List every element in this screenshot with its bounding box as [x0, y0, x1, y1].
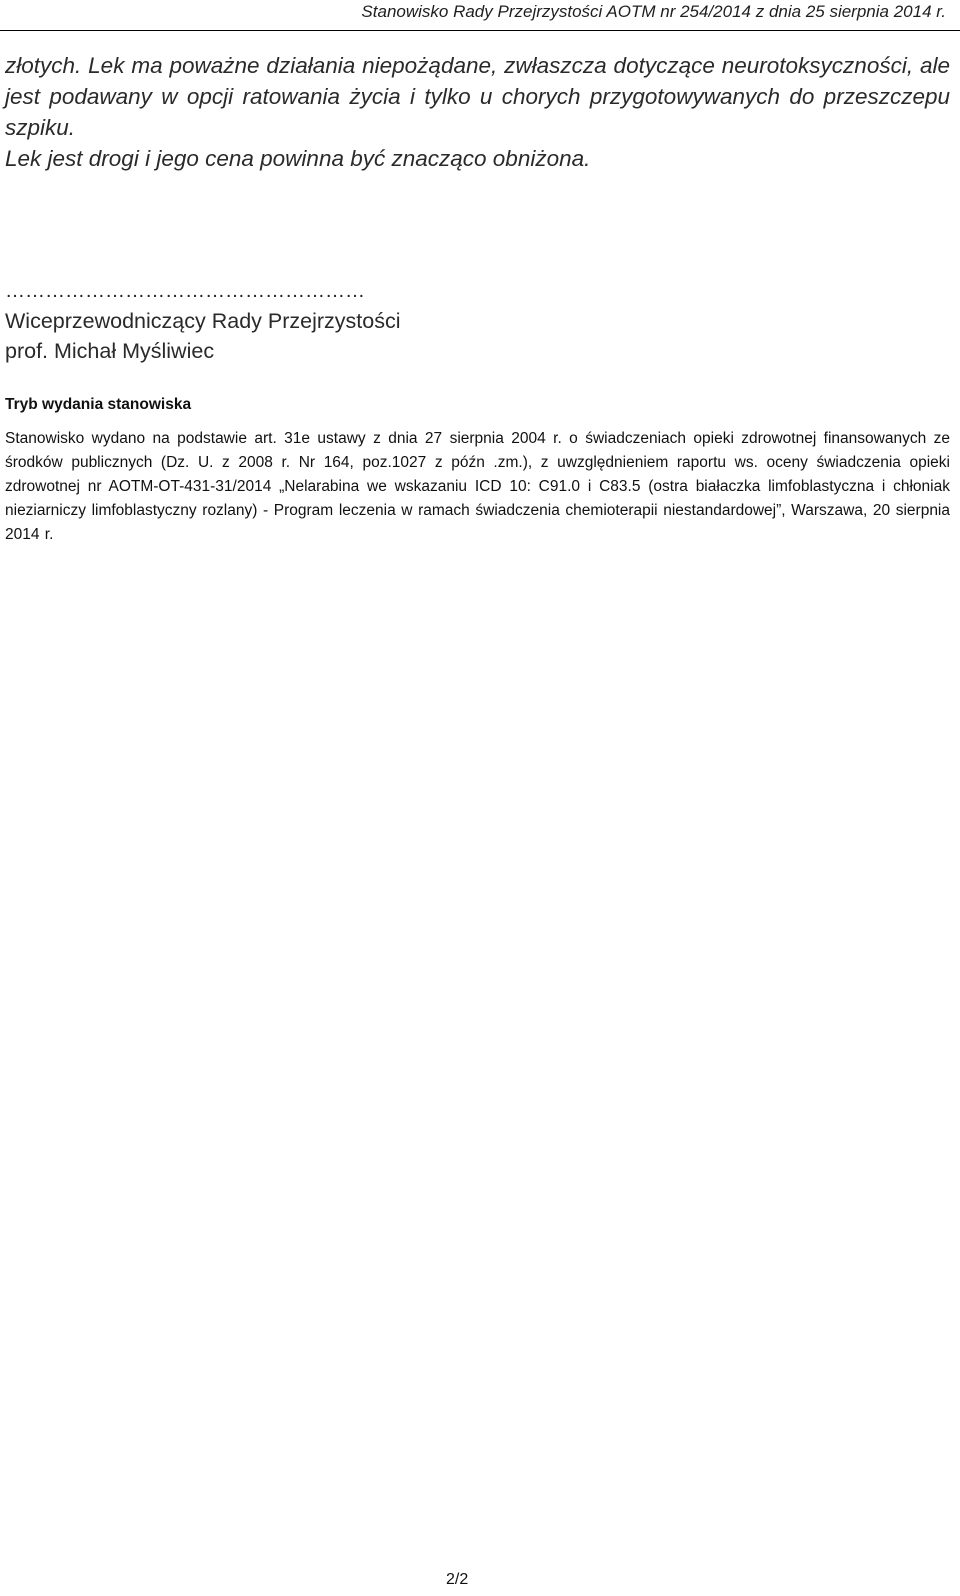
opinion-continuation-paragraph: złotych. Lek ma poważne działania niepożądane, zwłaszcza dotyczące neurotoksyczności, ale jest podawany w opcji ratowania życia i tylko u chorych przygotowywanych do przeszczepu szpiku. [5, 53, 950, 140]
page-content [5, 50, 950, 547]
signature-dotted-line: ……………………………………………… [5, 280, 365, 302]
signer-name: prof. Michał Myśliwiec [5, 339, 215, 363]
opinion-closing-sentence: Lek jest drogi i jego cena powinna być znacząco obniżona. [5, 146, 591, 171]
issuance-mode-heading: Tryb wydania stanowiska [5, 396, 192, 413]
running-header-title: Stanowisko Rady Przejrzystości AOTM nr 254/2014 z dnia 25 sierpnia 2014 r. [361, 2, 946, 21]
issuance-mode-body: Stanowisko wydano na podstawie art. 31e ustawy z dnia 27 sierpnia 2004 r. o świadczeniach opieki zdrowotnej finansowanych ze środków publicznych (Dz. U. z 2008 r. Nr 164, poz.1027 z późn .zm.), z uwzględnieniem raportu ws. oceny świadczenia opieki zdrowotnej nr AOTM-OT-431-31/2014 „Nelarabina we wskazaniu ICD 10: C91.0 i C83.5 (ostra białaczka limfoblastyczna i chłoniak nieziarniczy limfoblastyczny rozlany) - Program leczenia w ramach świadczenia chemioterapii niestandardowej”, Warszawa, 20 sierpnia 2014 r. [5, 430, 950, 543]
signer-role: Wiceprzewodniczący Rady Przejrzystości [5, 309, 401, 333]
page-number: 2/2 [446, 1571, 469, 1588]
header-rule [0, 30, 960, 31]
